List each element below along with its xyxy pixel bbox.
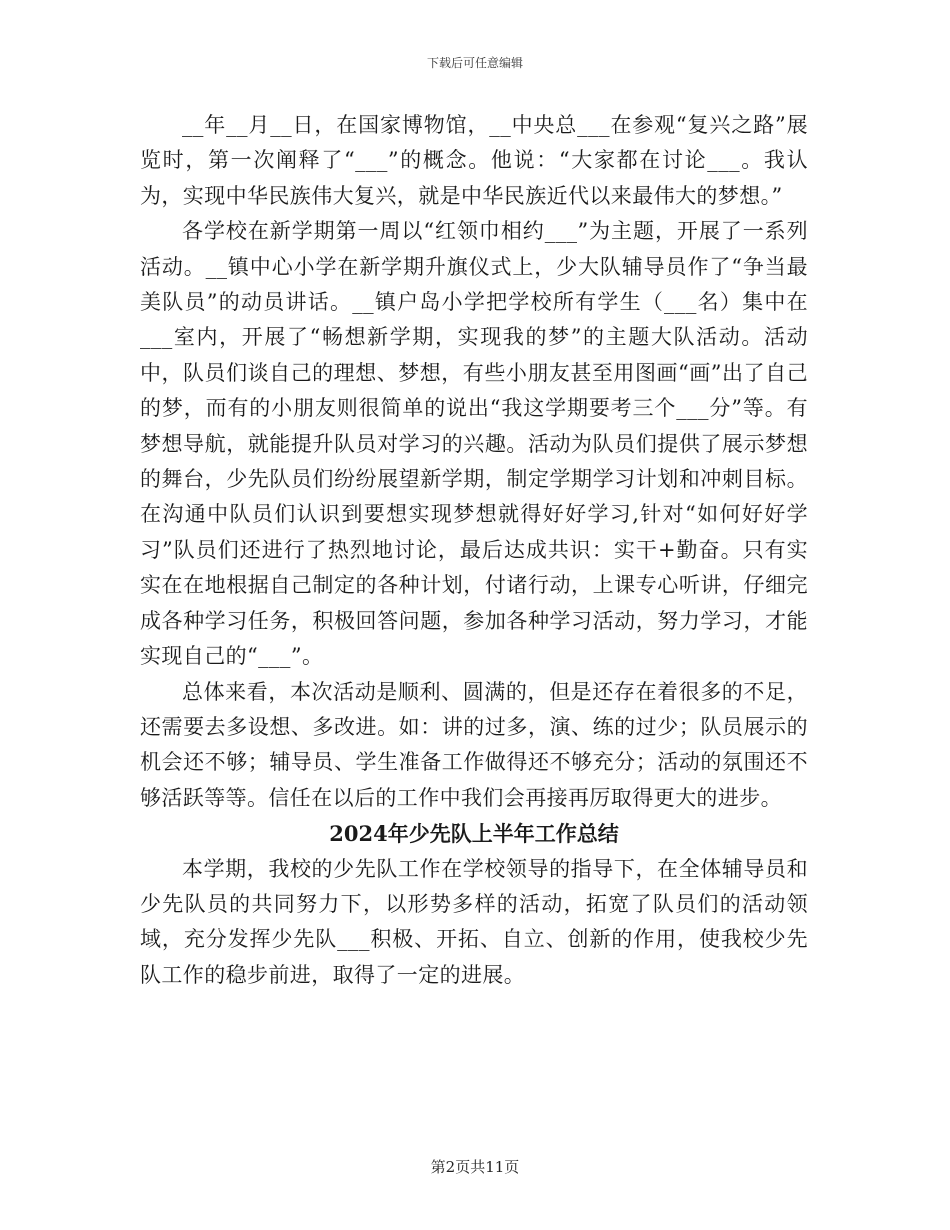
body-paragraph-3: 总体来看，本次活动是顺利、圆满的，但是还存在着很多的不足，还需要去多设想、多改进。如：讲的过多，演、练的过少；队员展示的机会还不够；辅导员、学生准备工作做得还不够充分；活动的氛围还不够活跃等等。信任在以后的工作中我们会再接再厉取得更大的进步。 [140, 679, 808, 810]
section-title: 2024年少先队上半年工作总结 [329, 821, 619, 847]
body-paragraph-2: 各学校在新学期第一周以“红领巾相约___”为主题，开展了一系列活动。__镇中心小学在新学期升旗仪式上，少大队辅导员作了“争当最美队员”的动员讲话。__镇户岛小学把学校所有学生（___名）集中在___室内，开展了“畅想新学期，实现我的梦”的主题大队活动。活动中，队员们谈自己的理想、梦想，有些小朋友甚至用图画“画”出了自己的梦，而有的小朋友则很简单的说出“我这学期要考三个___分”等。有梦想导航，就能提升队员对学习的兴趣。活动为队员们提供了展示梦想的舞台，少先队员们纷纷展望新学期，制定学期学习计划和冲刺目标。在沟通中队员们认识到要想实现梦想就得好好学习,针对“如何好好学习”队员们还进行了热烈地讨论，最后达成共识：实干+勤奋。只有实实在在地根据自己制定的各种计划，付诸行动，上课专心听讲，仔细完成各种学习任务，积极回答问题，参加各种学习活动，努力学习，才能实现自己的“___”。 [140, 219, 808, 669]
body-paragraph-1: __年__月__日，在国家博物馆，__中央总___在参观“复兴之路”展览时，第一次阐释了“___”的概念。他说：“大家都在讨论___。我认为，实现中华民族伟大复兴，就是中华民族近代以来最伟大的梦想。” [140, 113, 808, 208]
page-header-note: 下载后可任意编辑 [426, 56, 523, 70]
page-number: 第2页共11页 [430, 1158, 520, 1176]
section-paragraph: 本学期，我校的少先队工作在学校领导的指导下，在全体辅导员和少先队员的共同努力下，以形势多样的活动，拓宽了队员们的活动领域，充分发挥少先队___积极、开拓、自立、创新的作用，使我校少先队工作的稳步前进，取得了一定的进展。 [140, 856, 808, 987]
document-body [140, 108, 808, 993]
